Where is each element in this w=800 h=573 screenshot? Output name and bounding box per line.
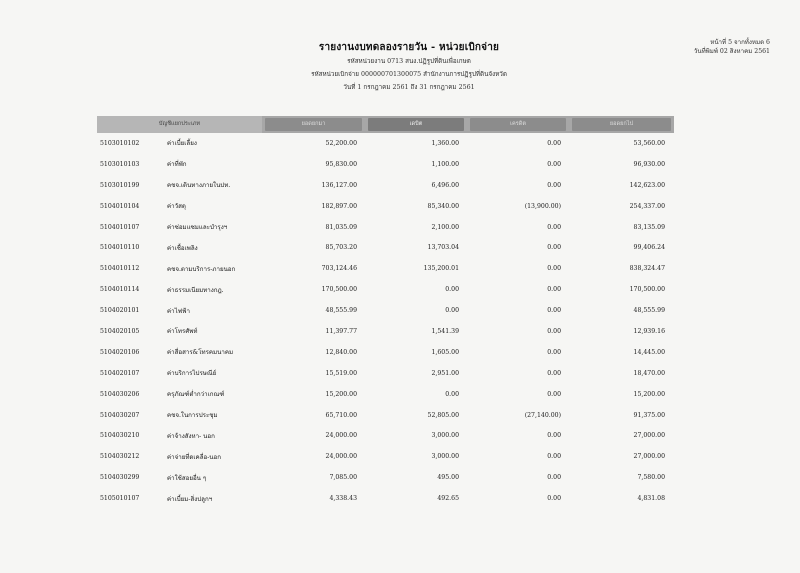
table-row — [97, 363, 674, 384]
brought-forward-amount: 81,035.09 — [325, 223, 358, 231]
account-code: 5104010112 — [100, 265, 140, 273]
table-row — [97, 384, 674, 405]
report-header — [0, 40, 800, 94]
account-name: ค่าเบี้ยม-สิ่งปลูกฯ — [167, 495, 213, 503]
print-date: วันที่พิมพ์ 02 สิงหาคม 2561 — [693, 48, 770, 55]
brought-forward-amount: 12,840.00 — [325, 348, 358, 356]
table-row — [97, 467, 674, 488]
carried-forward-amount: 15,200.00 — [633, 390, 666, 398]
brought-forward-amount: 136,127.00 — [321, 181, 358, 189]
table-row — [97, 342, 674, 363]
account-name: คชจ.ในการประชุม — [167, 412, 218, 420]
table-row — [97, 175, 674, 196]
table-row — [97, 321, 674, 342]
report-title: รายงานงบทดลองรายวัน - หน่วยเบิกจ่าย — [318, 42, 500, 53]
credit-amount: 0.00 — [547, 244, 562, 252]
account-name: ค่าจ่ายที่ดเคลื่อ-นอก — [167, 453, 221, 461]
account-code: 5104010110 — [100, 244, 140, 252]
debit-amount: 3,000.00 — [431, 453, 460, 461]
account-code: 5104010114 — [100, 286, 140, 294]
credit-amount: 0.00 — [547, 369, 562, 377]
account-code: 5103010199 — [100, 181, 140, 189]
debit-amount: 6,496.00 — [431, 181, 460, 189]
table-row — [97, 154, 674, 175]
brought-forward-amount: 65,710.00 — [325, 411, 358, 419]
account-name: ค่าจ้างสังหา- นอก — [167, 432, 215, 440]
carried-forward-amount: 96,930.00 — [633, 160, 666, 168]
brought-forward-amount: 11,397.77 — [325, 327, 358, 335]
account-name: คชจ.ตามบริการ-ภายนอก — [167, 265, 236, 273]
credit-amount: 0.00 — [547, 139, 562, 147]
account-name: ค่าที่พัก — [167, 161, 187, 169]
account-code: 5104010104 — [100, 202, 140, 210]
table-row — [97, 237, 674, 258]
debit-amount: 492.65 — [437, 495, 460, 503]
column-header-brought-forward: ยอดยกมา — [262, 116, 365, 133]
account-code: 5104030299 — [100, 474, 140, 482]
table-header-row — [97, 116, 674, 133]
account-name: ค่าโทรศัพท์ — [167, 328, 198, 336]
carried-forward-amount: 99,406.24 — [633, 244, 666, 252]
carried-forward-amount: 254,337.00 — [629, 202, 666, 210]
brought-forward-amount: 703,124.46 — [321, 265, 358, 273]
column-header-debit: เดบิต — [365, 116, 467, 133]
table-row — [97, 446, 674, 467]
column-header-carried-forward: ยอดยกไป — [569, 116, 674, 133]
credit-amount: 0.00 — [547, 265, 562, 273]
brought-forward-amount: 95,830.00 — [325, 160, 358, 168]
credit-amount: 0.00 — [547, 495, 562, 503]
trial-balance-table — [97, 116, 674, 509]
account-code: 5104030212 — [100, 453, 140, 461]
debit-amount: 13,703.04 — [427, 244, 460, 252]
debit-amount: 3,000.00 — [431, 432, 460, 440]
table-row — [97, 258, 674, 279]
account-code: 5104020106 — [100, 348, 140, 356]
carried-forward-amount: 142,623.00 — [629, 181, 666, 189]
account-code: 5104020107 — [100, 369, 140, 377]
table-row — [97, 300, 674, 321]
debit-amount: 135,200.01 — [423, 265, 460, 273]
account-name: ค่าไฟฟ้า — [167, 307, 190, 315]
brought-forward-amount: 4,338.43 — [329, 495, 358, 503]
account-code: 5104030210 — [100, 432, 140, 440]
debit-amount: 0.00 — [445, 286, 460, 294]
credit-amount: 0.00 — [547, 327, 562, 335]
brought-forward-amount: 7,085.00 — [329, 474, 358, 482]
brought-forward-amount: 24,000.00 — [325, 432, 358, 440]
column-header-account: บัญชีแยกประเภท — [97, 116, 262, 133]
credit-amount: (13,900.00) — [524, 202, 562, 210]
account-code: 5104030206 — [100, 390, 140, 398]
brought-forward-amount: 52,200.00 — [325, 139, 358, 147]
carried-forward-amount: 18,470.00 — [633, 369, 666, 377]
account-name: ค่าซ่อมแซมและบำรุงฯ — [167, 224, 228, 231]
carried-forward-amount: 170,500.00 — [629, 286, 666, 294]
credit-amount: 0.00 — [547, 160, 562, 168]
brought-forward-amount: 182,897.00 — [321, 202, 358, 210]
credit-amount: 0.00 — [547, 286, 562, 294]
carried-forward-amount: 48,555.99 — [633, 307, 666, 315]
debit-amount: 2,100.00 — [431, 223, 460, 231]
account-code: 5104030207 — [100, 411, 140, 419]
table-row — [97, 405, 674, 426]
account-code: 5103010103 — [100, 160, 140, 168]
debit-amount: 52,805.00 — [427, 411, 460, 419]
debit-amount: 495.00 — [437, 474, 460, 482]
credit-amount: 0.00 — [547, 453, 562, 461]
brought-forward-amount: 170,500.00 — [321, 286, 358, 294]
debit-amount: 0.00 — [445, 307, 460, 315]
account-code: 5104010107 — [100, 223, 140, 231]
carried-forward-amount: 27,000.00 — [633, 432, 666, 440]
account-name: ครุภัณฑ์ต่ำกว่าเกณฑ์ — [167, 391, 225, 399]
account-name: ค่าเชื้อเพลิง — [167, 244, 198, 252]
account-name: ค่าสื่อสาร&โทรคมนาคม — [167, 349, 234, 357]
carried-forward-amount: 14,445.00 — [633, 348, 666, 356]
credit-amount: 0.00 — [547, 390, 562, 398]
debit-amount: 2,951.00 — [431, 369, 460, 377]
debit-amount: 85,340.00 — [427, 202, 460, 210]
table-row — [97, 196, 674, 217]
credit-amount: 0.00 — [547, 474, 562, 482]
table-row — [97, 133, 674, 154]
period-line: วันที่ 1 กรกฎาคม 2561 ถึง 31 กรกฎาคม 2561 — [343, 84, 475, 91]
account-code: 5105010107 — [100, 495, 140, 503]
credit-amount: (27,140.00) — [524, 411, 562, 419]
table-row — [97, 488, 674, 509]
brought-forward-amount: 15,519.00 — [325, 369, 358, 377]
account-name: คชจ.เดินทางภายในปท. — [167, 182, 231, 190]
carried-forward-amount: 53,560.00 — [633, 139, 666, 147]
disbursing-unit-line: รหัสหน่วยเบิกจ่าย 000000701300075 สำนักงานการปฏิรูปที่ดินจังหวัด — [311, 71, 507, 78]
brought-forward-amount: 85,703.20 — [325, 244, 358, 252]
carried-forward-amount: 83,135.09 — [633, 223, 666, 231]
account-name: ค่าบริการไปรษณีย์ — [167, 370, 217, 378]
table-row — [97, 425, 674, 446]
account-name: ค่าเบี้ยเลี้ยง — [167, 140, 197, 148]
credit-amount: 0.00 — [547, 348, 562, 356]
credit-amount: 0.00 — [547, 223, 562, 231]
debit-amount: 1,100.00 — [431, 160, 460, 168]
carried-forward-amount: 27,000.00 — [633, 453, 666, 461]
account-name: ค่าธรรมเนียมทางกฎ. — [167, 286, 224, 294]
carried-forward-amount: 838,324.47 — [629, 265, 666, 273]
brought-forward-amount: 48,555.99 — [325, 307, 358, 315]
carried-forward-amount: 7,580.00 — [637, 474, 666, 482]
account-code: 5104020101 — [100, 307, 140, 315]
credit-amount: 0.00 — [547, 307, 562, 315]
brought-forward-amount: 24,000.00 — [325, 453, 358, 461]
carried-forward-amount: 4,831.08 — [637, 495, 666, 503]
brought-forward-amount: 15,200.00 — [325, 390, 358, 398]
page-number: หน้าที่ 5 จากทั้งหมด 6 — [710, 39, 770, 46]
account-code: 5103010102 — [100, 139, 140, 147]
carried-forward-amount: 12,939.16 — [633, 327, 666, 335]
table-row — [97, 217, 674, 238]
agency-line: รหัสหน่วยงาน 0713 สนง.ปฏิรูปที่ดินเพื่อเกษต — [347, 58, 471, 65]
account-name: ค่าวัสดุ — [167, 203, 186, 211]
credit-amount: 0.00 — [547, 181, 562, 189]
column-header-credit: เครดิต — [467, 116, 569, 133]
carried-forward-amount: 91,375.00 — [633, 411, 666, 419]
account-code: 5104020105 — [100, 327, 140, 335]
table-row — [97, 279, 674, 300]
debit-amount: 1,541.39 — [431, 327, 460, 335]
debit-amount: 1,360.00 — [431, 139, 460, 147]
account-name: ค่าใช้สอยอื่น ๆ — [167, 474, 207, 482]
credit-amount: 0.00 — [547, 432, 562, 440]
debit-amount: 1,605.00 — [431, 348, 460, 356]
debit-amount: 0.00 — [445, 390, 460, 398]
